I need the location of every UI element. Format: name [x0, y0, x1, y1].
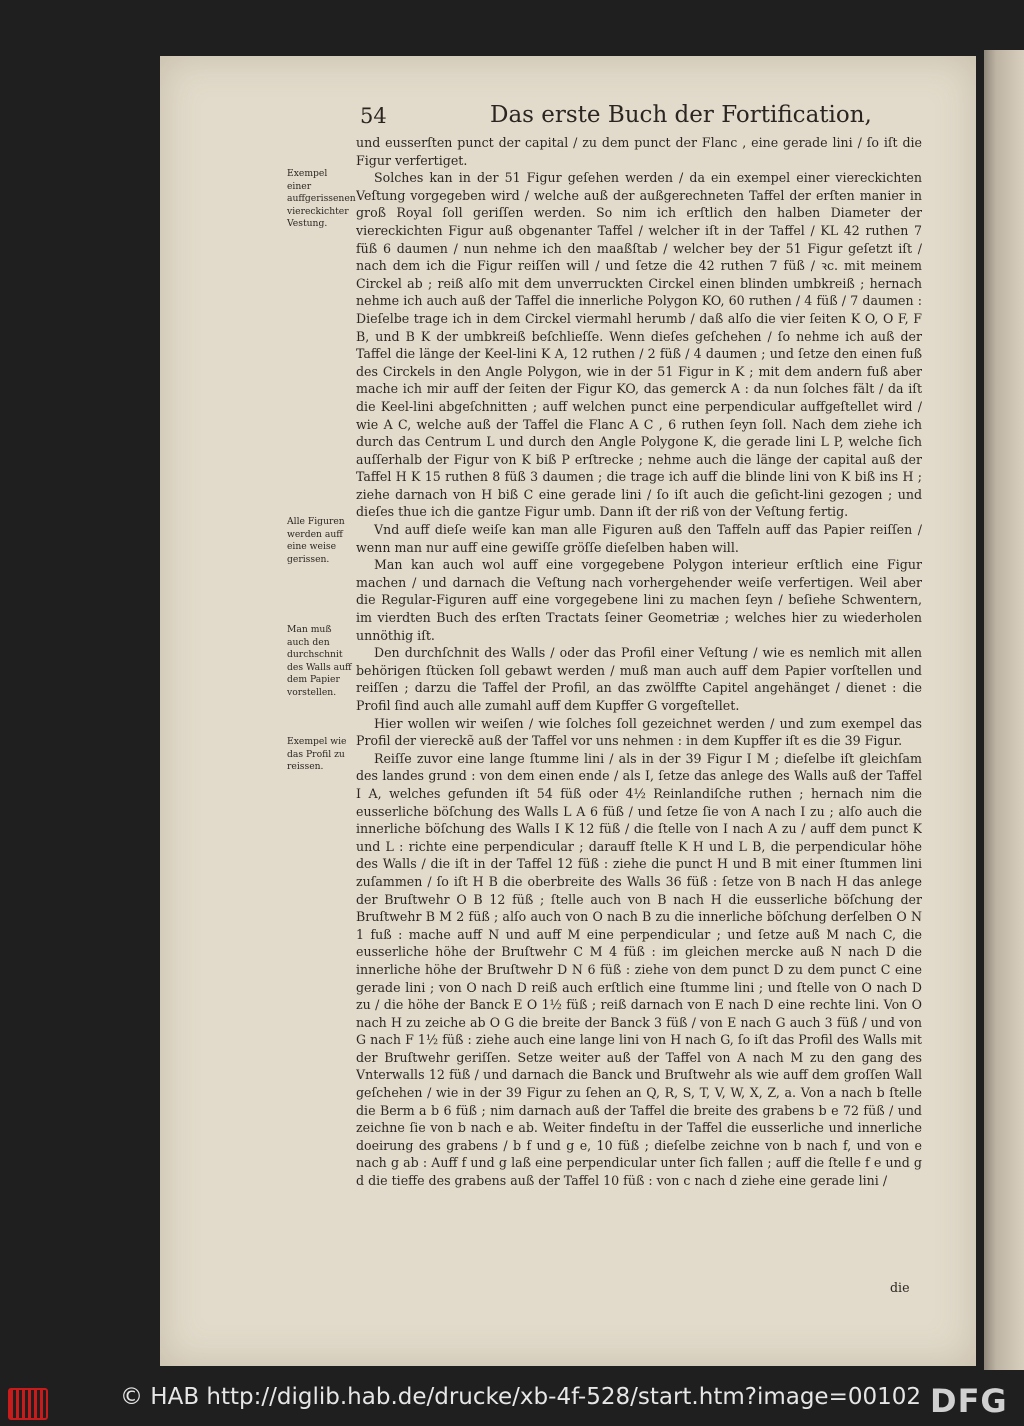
book-page — [160, 56, 976, 1366]
catchword: die — [890, 1280, 910, 1295]
paragraph: Man kan auch wol auff eine vorgegebene Polygon interieur erſtlich eine Figur machen / und darnach die Veſtung nach vorhergehender weiſe verfertigen. Weil aber die Regular-Figuren auff eine vorgegebene lini zu machen ſeyn / beſiehe Schwentern, im vierdten Buch des erſten Tractats ſeiner Geometriæ ; welches hier zu wiederholen unnöthig iſt. — [356, 557, 922, 643]
dfg-logo: DFG — [930, 1382, 1008, 1420]
page-header — [360, 102, 940, 134]
paragraph: Den durchſchnit des Walls / oder das Profil einer Veſtung / wie es nemlich mit allen behörigen ſtücken ſoll gebawt werden / muß man auch auff dem Papier vorſtellen und reiſſen ; darzu die Taffel der Profil, an das zwölffte Capitel angehänget / dienet : die Profil ſind auch alle zumahl auff dem Kupffer G vorgeſtellet. — [356, 645, 922, 713]
hab-logo-icon — [8, 1388, 48, 1420]
paragraph: Reiſſe zuvor eine lange ſtumme lini / als in der 39 Figur I M ; dieſelbe iſt gleichſam des landes grund : von dem einen ende / als I, ſetze das anlege des Walls auß der Taffel I A, welches gefunden iſt 54 füß oder 4½ Reinlandiſche ruthen ; hernach nim die eusserliche böſchung des Walls L A 6 füß / und ſetze ſie von A nach I zu ; alſo auch die innerliche böſchung des Walls I K 12 füß / die ſtelle von I nach A zu / auff dem punct K und L : richte eine perpendicular ; darauff ſtelle K H und L B, die perpendicular höhe des Walls / die iſt in der Taffel 12 füß : ziehe die punct H und B mit einer ſtummen lini zuſammen / ſo iſt H B die oberbreite des Walls 36 füß : ſetze von B nach H das anlege der Bruſtwehr O B 12 füß ; ſtelle auch von B nach H die eusserliche böſchung der Bruſtwehr B M 2 füß ; alſo auch von O nach B zu die innerliche böſchung derſelben O N 1 fuß : mache auff N und auff M eine perpendicular ; und ſetze auß M nach C, die eusserliche höhe der Bruſtwehr C M 4 füß : im gleichen mercke auß N nach D die innerliche höhe der Bruſtwehr D N 6 füß : ziehe von dem punct D zu dem punct C eine gerade lini ; von O nach D reiß auch erſtlich eine ſtumme lini ; und ſtelle von O nach D zu / die höhe der Banck E O 1½ füß ; reiß darnach von E nach D eine rechte lini. Von O nach H zu zeiche ab O G die breite der Banck 3 füß / von E nach G auch 3 füß / und von G nach F 1½ füß : ziehe auch eine lange lini von H nach G, ſo iſt das Profil des Walls mit der Bruſtwehr geriſſen. Setze weiter auß der Taffel von A nach M zu den gang des Vnterwalls 12 füß / und darnach die Banck und Bruſtwehr als wie auff dem groſſen Wall geſchehen / wie in der 39 Figur zu ſehen an Q, R, S, T, V, W, X, Z, a. Von a nach b ſtelle die Berm a b 6 füß ; nim darnach auß der Taffel die breite des grabens b e 72 füß / und zeichne ſie von b nach e ab. Weiter findeſtu in der Taffel die eusserliche und innerliche doeirung des grabens / b f und g e, 10 füß ; dieſelbe zeichne von b nach f, und von e nach g ab : Auff f und g laß eine perpendicular unter ſich fallen ; auff die ſtelle f e und g d die tieffe des grabens auß der Taffel 10 füß : von c nach d ziehe eine gerade lini / — [356, 750, 922, 1189]
viewer-footer — [0, 1374, 1024, 1426]
marginal-note: Exempel einer auffgerissenen viereckichter Vestung. — [287, 168, 356, 229]
paragraph: Solches kan in der 51 Figur geſehen werden / da ein exempel einer viereckichten Veſtung vorgegeben wird / welche auß der außgerechneten Taffel der erſten manier in groß Royal ſoll geriſſen werden. So nim ich erſtlich den halben Diameter der viereckichten Figur auß obgenanter Taffel / welcher iſt in der Taffel / KL 42 ruthen 7 füß 6 daumen / nun nehme ich den maaßſtab / welcher bey der 51 Figur geſetzt iſt / nach dem ich die Figur reiſſen will / und ſetze die 42 ruthen 7 füß / ꝛc. mit meinem Circkel ab ; reiß alſo mit dem unverruckten Circkel einen blinden umbkreiß ; hernach nehme ich auch auß der Taffel die innerliche Polygon KO, 60 ruthen / 4 füß / 7 daumen : Dieſelbe trage ich in dem Circkel viermahl herumb / daß alſo die vier ſeiten K O, O F, F B, und B K der umbkreiß beſchlieſſe. Wenn dieſes geſchehen / ſo nehme ich auß der Taffel die länge der Keel-lini K A, 12 ruthen / 2 füß / 4 daumen ; und ſetze den einen fuß des Circkels in den Angle Polygon, wie in der 51 Figur in K ; mit dem andern fuß aber mache ich mir auff der ſeiten der Figur KO, das gemerck A : da nun ſolches fält / da iſt die Keel-lini abgeſchnitten ; auff welchen punct eine perpendicular auffgeſtellet wird / wie A C, welche auß der Taffel die Flanc A C , 6 ruthen ſeyn ſoll. Nach dem ziehe ich durch das Centrum L und durch den Angle Polygone K, die gerade lini L P, welche ſich auſſerhalb der Figur von K biß P erſtrecke ; nehme auch die länge der capital auß der Taffel H K 15 ruthen 8 füß 3 daumen ; die trage ich auff die blinde lini von K biß ins H ; ziehe darnach von H biß C eine gerade lini / ſo iſt auch die geſicht-lini gezogen ; und dieſes thue ich die gantze Figur umb. Dann iſt der riß von der Veſtung fertig. — [356, 170, 922, 520]
page-number: 54 — [360, 104, 387, 128]
adjacent-page-edge — [984, 50, 1024, 1370]
paragraph: Vnd auff dieſe weiſe kan man alle Figuren auß den Taffeln auff das Papier reiſſen / wenn man nur auff eine gewiſſe gröſſe dieſelben haben will. — [356, 522, 922, 555]
marginal-note: Exempel wie das Profil zu reissen. — [287, 736, 347, 772]
footer-credit-link[interactable]: © HAB http://diglib.hab.de/drucke/xb-4f-528/start.htm?image=00102 — [120, 1384, 922, 1410]
paragraph: und eusserſten punct der capital / zu dem punct der Flanc , eine gerade lini / ſo iſt die Figur verfertiget. — [356, 135, 922, 168]
marginal-note: Alle Figuren werden auff eine weise gerissen. — [287, 516, 345, 565]
body-text — [356, 134, 922, 1274]
marginal-note: Man muß auch den durchschnit des Walls auff dem Papier vorstellen. — [287, 624, 352, 698]
paragraph: Hier wollen wir weiſen / wie ſolches ſoll gezeichnet werden / und zum exempel das Profil der viereckẽ auß der Taffel vor uns nehmen : in dem Kupffer iſt es die 39 Figur. — [356, 715, 922, 749]
running-title: Das erste Buch der Fortification, — [490, 102, 872, 128]
